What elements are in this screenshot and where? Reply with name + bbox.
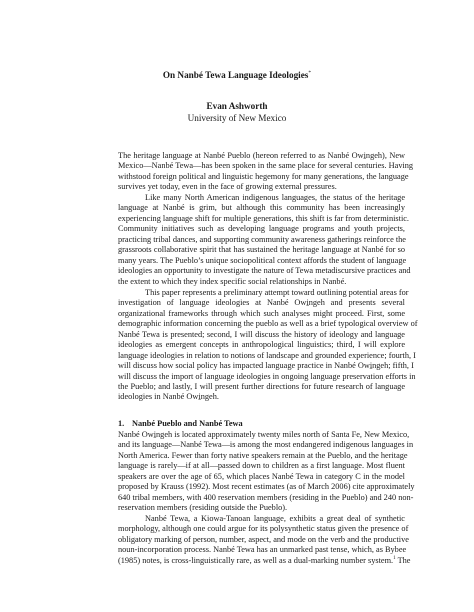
text-line: ideologies as emergent concepts in anthropological linguistics; third, I will explore — [118, 340, 405, 350]
text-line-tail: The — [397, 555, 411, 565]
text-line: Mexico—Nanbé Tewa—has been spoken in the same place for several centuries. Having — [118, 161, 414, 171]
text-line: ideologies an opportunity to investigate the nature of Tewa metadiscursive practices and — [118, 266, 411, 276]
text-line: survives yet today, even in the face of growing external pressures. — [118, 182, 337, 192]
text-line: noun-incorporation process. Nanbé Tewa has an unmarked past tense, which, as Bybee — [118, 545, 407, 555]
section-title: Nanbé Pueblo and Nanbé Tewa — [132, 419, 243, 428]
paper-title-line — [0, 69, 474, 81]
text-line: withstood foreign political and linguistic hegemony for many generations, the language — [118, 171, 409, 181]
paragraph-outline — [118, 288, 418, 403]
text-line: investigation of language ideologies at Nanbé Owi̱ngeh and presents several — [118, 298, 405, 308]
text-line — [118, 555, 411, 566]
text-line: reservation members (residing outside the Pueblo). — [118, 503, 288, 513]
paragraph-location — [118, 430, 415, 514]
text-line: ideologies in Nanbé Owi̱ngeh. — [118, 392, 219, 402]
text-line: and its language—Nanbé Tewa—is among the most endangered indigenous languages in — [118, 440, 414, 450]
text-line: morphology, although one could argue for its polysynthetic status given the presence of — [118, 524, 409, 534]
text-line: obligatory marking of person, number, aspect, and mode on the verb and the productive — [118, 534, 409, 544]
paper-title: On Nanbé Tewa Language Ideologies — [162, 70, 309, 80]
text-line: grassroots collaborative spirit that has sustained the heritage language at Nanbé for so — [118, 245, 405, 255]
paragraph-morphology — [118, 514, 411, 566]
text-line: Community initiatives such as developing language programs and youth projects, — [118, 224, 405, 234]
section-heading — [118, 419, 243, 429]
text-line: will discuss how social policy has impacted language practice in Nanbé Owi̱ngeh; fifth, I — [118, 361, 414, 371]
text-line: language is rarely—if at all—passed down to children as a first language. Most fluent — [118, 461, 405, 471]
section-number: 1. — [118, 419, 125, 428]
text-line: Nanbé Tewa, a Kiowa-Tanoan language, exhibits a great deal of synthetic — [145, 514, 405, 523]
footnote-marker: 1 — [393, 555, 396, 561]
text-line: practicing tribal dances, and supporting community awareness gatherings reinforce the — [118, 234, 406, 244]
text-line: language at Nanbé is grim, but although this community has been increasingly — [118, 203, 405, 213]
text-line: the extent to which they index specific social relationships in Nanbé. — [118, 276, 347, 286]
text-line: 640 tribal members, with 400 reservation members (residing in the Pueblo) and 240 non- — [118, 492, 414, 502]
paragraph-intro — [118, 151, 414, 193]
text-line: Nanbé Tewa is presented; second, I will discuss the history of ideology and language — [118, 329, 405, 339]
title-footnote-marker: * — [308, 69, 312, 76]
paragraph-status — [118, 193, 411, 287]
text-line-content: (1985) notes, is cross-linguistically rare, as well as a dual-marking number system. — [118, 555, 394, 565]
text-line: proposed by Krauss (1992). Most recent estimates (as of March 2006) cite approximately — [118, 482, 415, 492]
text-line: speakers are over the age of 65, which places Nanbé Tewa in category C in the model — [118, 471, 405, 481]
text-line: This paper represents a preliminary attempt toward outlining potential areas for — [145, 288, 409, 297]
text-line: will discuss the import of language ideologies in ongoing language preservation efforts in — [118, 371, 416, 381]
text-line: many years. The Pueblo’s unique sociopolitical context affords the student of language — [118, 255, 407, 265]
text-line: North America. Fewer than forty native speakers remain at the Pueblo, and the heritage — [118, 450, 408, 460]
text-line: experiencing language shift for multiple generations, this shift is far from deterministic. — [118, 213, 410, 223]
text-line: language ideologies in relation to notions of landscape and grounded experience; fourth, I — [118, 350, 416, 360]
author-affiliation: University of New Mexico — [187, 113, 287, 123]
text-line: Like many North American indigenous languages, the status of the heritage — [145, 193, 405, 202]
text-line: Nanbé Owi̱ngeh is located approximately twenty miles north of Santa Fe, New Mexico, — [118, 430, 410, 439]
text-line: the Pueblo; and lastly, I will present further directions for future research of language — [118, 381, 405, 391]
author-name: Evan Ashworth — [206, 101, 268, 111]
text-line: The heritage language at Nanbé Pueblo (hereon referred to as Nanbé Owi̱ngeh), New — [118, 151, 405, 160]
text-line: organizational frameworks through which such analyses might proceed. First, some — [118, 308, 405, 318]
text-line: demographic information concerning the pueblo as well as a brief typological overview of — [118, 319, 418, 329]
